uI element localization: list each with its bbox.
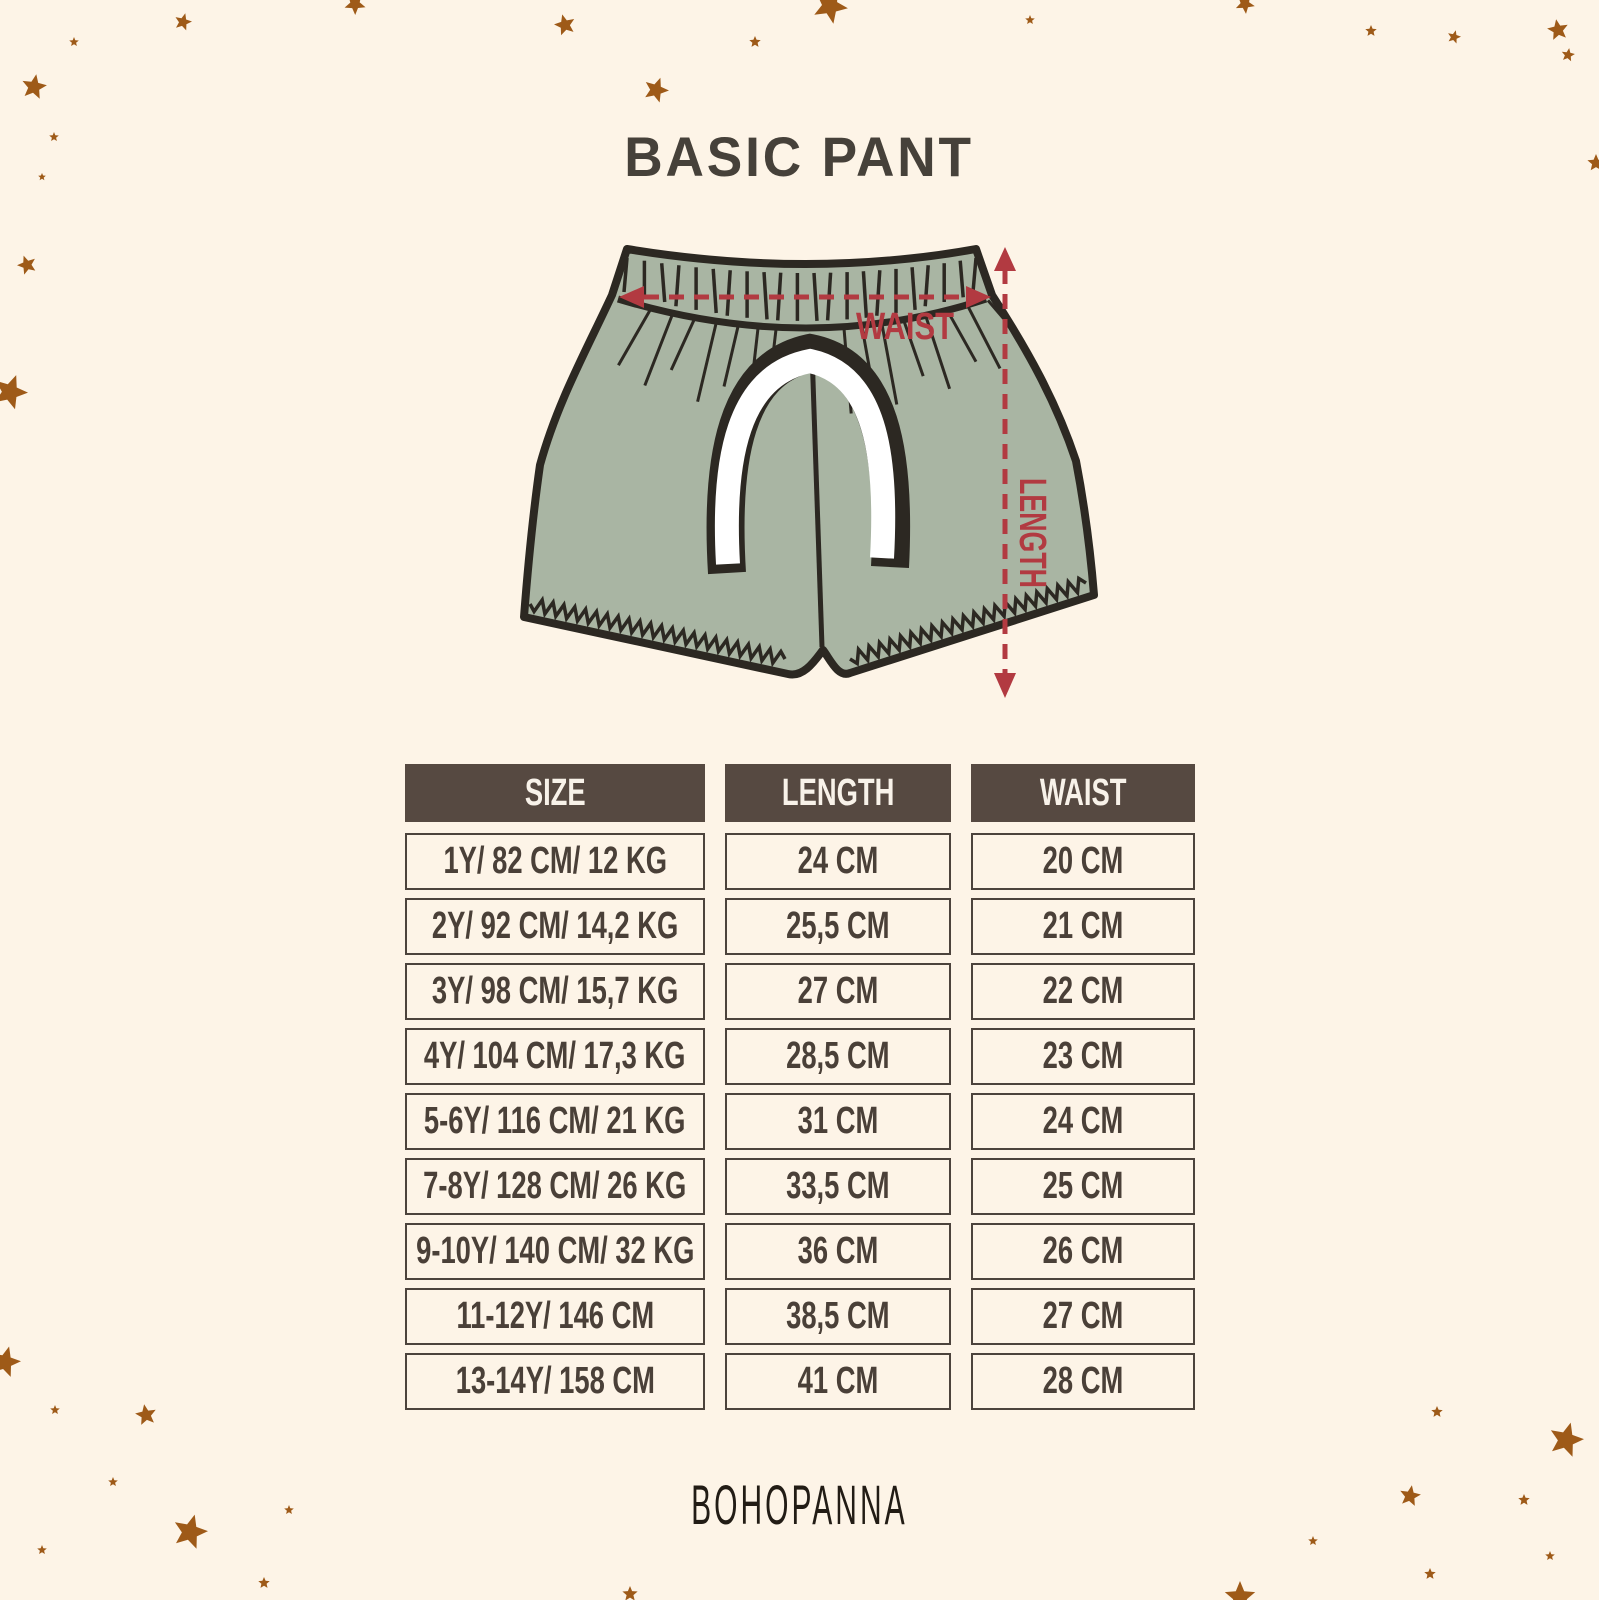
table-row xyxy=(405,1223,1195,1280)
waist-cell: 28 CM xyxy=(971,1353,1195,1410)
star-icon xyxy=(135,1404,156,1425)
waist-cell: 22 CM xyxy=(971,963,1195,1020)
size-cell: 11-12Y/ 146 CM xyxy=(405,1288,705,1345)
star-icon xyxy=(69,37,79,46)
size-table xyxy=(405,764,1195,1410)
waist-cell: 21 CM xyxy=(971,898,1195,955)
table-row xyxy=(405,833,1195,890)
star-icon xyxy=(1236,0,1255,14)
waist-cell: 27 CM xyxy=(971,1288,1195,1345)
table-row xyxy=(405,898,1195,955)
pant-diagram xyxy=(500,233,1120,713)
size-cell: 5-6Y/ 116 CM/ 21 KG xyxy=(405,1093,705,1150)
star-icon xyxy=(1308,1536,1318,1545)
star-icon xyxy=(176,13,193,30)
waist-cell: 25 CM xyxy=(971,1158,1195,1215)
length-cell: 25,5 CM xyxy=(725,898,951,955)
star-icon xyxy=(37,1545,47,1554)
table-row xyxy=(405,1028,1195,1085)
table-row xyxy=(405,1158,1195,1215)
star-icon xyxy=(50,1405,60,1414)
star-icon xyxy=(1551,1423,1584,1457)
waist-cell: 23 CM xyxy=(971,1028,1195,1085)
column-header-length: LENGTH xyxy=(725,764,951,822)
table-row xyxy=(405,1093,1195,1150)
size-cell: 2Y/ 92 CM/ 14,2 KG xyxy=(405,898,705,955)
pant-outline xyxy=(524,249,1094,675)
table-row xyxy=(405,963,1195,1020)
length-cell: 36 CM xyxy=(725,1223,951,1280)
star-icon xyxy=(1431,1406,1442,1417)
star-icon xyxy=(1562,48,1575,61)
column-header-waist: WAIST xyxy=(971,764,1195,822)
length-cell: 24 CM xyxy=(725,833,951,890)
size-cell: 4Y/ 104 CM/ 17,3 KG xyxy=(405,1028,705,1085)
star-icon xyxy=(17,256,35,275)
size-cell: 13-14Y/ 158 CM xyxy=(405,1353,705,1410)
length-cell: 31 CM xyxy=(725,1093,951,1150)
star-icon xyxy=(23,74,47,99)
table-row xyxy=(405,1288,1195,1345)
star-icon xyxy=(622,1586,637,1600)
size-cell: 9-10Y/ 140 CM/ 32 KG xyxy=(405,1223,705,1280)
star-icon xyxy=(0,375,28,409)
waist-cell: 20 CM xyxy=(971,833,1195,890)
star-icon xyxy=(554,14,574,35)
length-cell: 33,5 CM xyxy=(725,1158,951,1215)
length-label: LENGTH xyxy=(1011,478,1053,635)
star-icon xyxy=(0,1347,21,1377)
size-cell: 7-8Y/ 128 CM/ 26 KG xyxy=(405,1158,705,1215)
brand-logo: BOHOPANNA xyxy=(691,1473,908,1537)
star-icon xyxy=(1545,1551,1555,1560)
size-table-header xyxy=(405,764,1195,822)
waist-cell: 24 CM xyxy=(971,1093,1195,1150)
size-table-rows xyxy=(405,833,1195,1410)
size-cell: 3Y/ 98 CM/ 15,7 KG xyxy=(405,963,705,1020)
column-header-size: SIZE xyxy=(405,764,705,822)
length-cell: 27 CM xyxy=(725,963,951,1020)
table-row xyxy=(405,1353,1195,1410)
waist-cell: 26 CM xyxy=(971,1223,1195,1280)
waist-label: WAIST xyxy=(856,306,954,348)
length-cell: 38,5 CM xyxy=(725,1288,951,1345)
star-icon xyxy=(1025,15,1035,24)
star-icon xyxy=(345,0,366,15)
star-icon xyxy=(645,78,669,103)
star-icon xyxy=(814,0,848,24)
length-cell: 28,5 CM xyxy=(725,1028,951,1085)
star-icon xyxy=(1225,1581,1255,1600)
size-cell: 1Y/ 82 CM/ 12 KG xyxy=(405,833,705,890)
star-icon xyxy=(749,36,760,47)
star-icon xyxy=(1365,25,1376,36)
star-icon xyxy=(1424,1568,1435,1579)
page-title: BASIC PANT xyxy=(624,125,975,188)
star-icon xyxy=(1448,30,1461,43)
star-icon xyxy=(258,1577,269,1588)
length-cell: 41 CM xyxy=(725,1353,951,1410)
star-icon xyxy=(1547,19,1568,40)
